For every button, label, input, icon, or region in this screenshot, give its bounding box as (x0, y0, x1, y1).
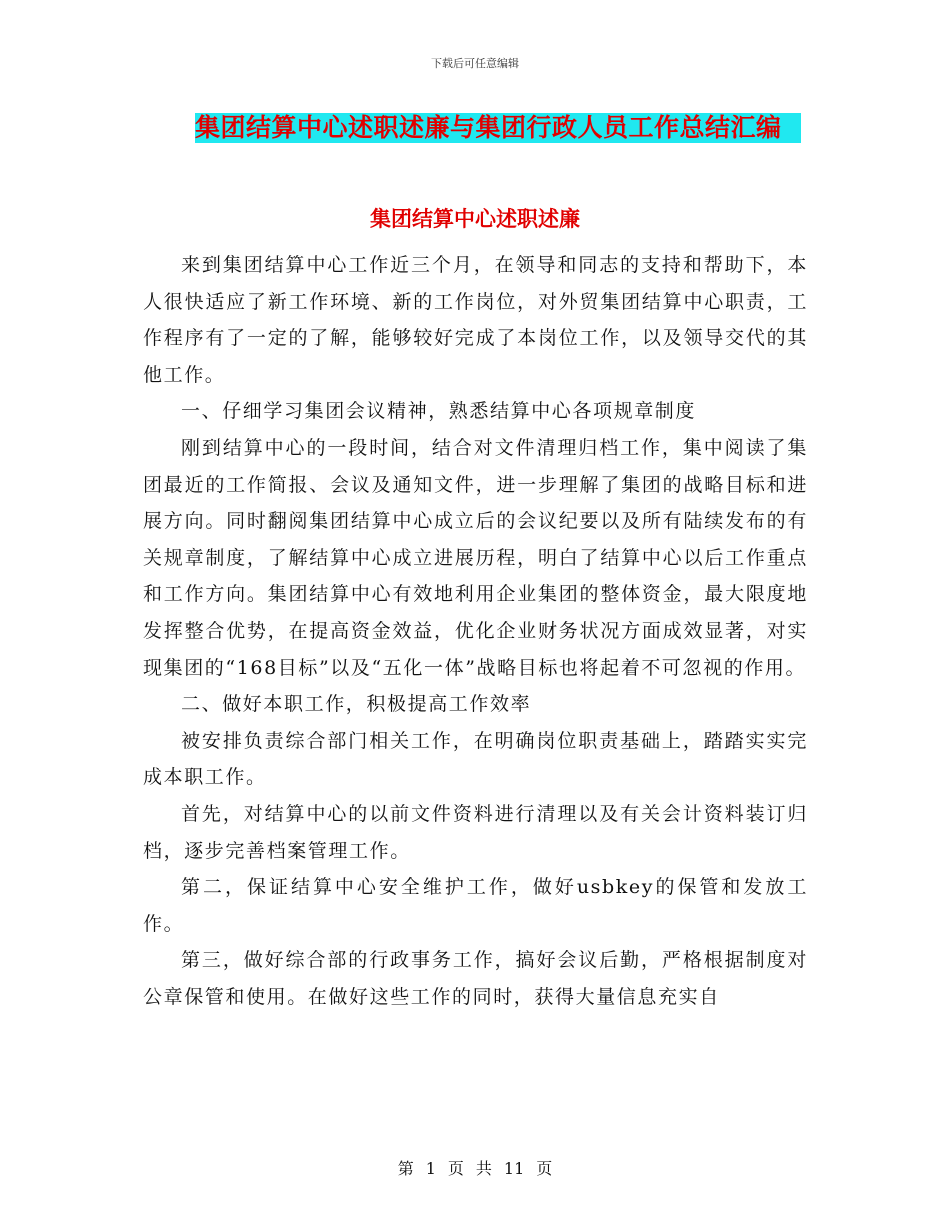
document-body (143, 247, 808, 1015)
paragraph: 首先，对结算中心的以前文件资料进行清理以及有关会计资料装订归档，逐步完善档案管理工作。 (143, 802, 808, 862)
footer-total-prefix: 共 (475, 1159, 492, 1178)
paragraph-heading: 二、做好本职工作，积极提高工作效率 (181, 693, 532, 716)
paragraph-heading: 一、仔细学习集团会议精神，熟悉结算中心各项规章制度 (181, 400, 697, 423)
page-footer (0, 1156, 950, 1179)
footer-page-unit: 页 (447, 1159, 464, 1178)
section-title: 集团结算中心述职述廉 (370, 206, 580, 231)
paragraph: 被安排负责综合部门相关工作，在明确岗位职责基础上，踏踏实实完成本职工作。 (143, 729, 808, 789)
header-note: 下载后可任意编辑 (431, 57, 519, 70)
paragraph: 来到集团结算中心工作近三个月，在领导和同志的支持和帮助下，本人很快适应了新工作环境、新的工作岗位，对外贸集团结算中心职责，工作程序有了一定的了解，能够较好完成了本岗位工作，以及领导交代的其他工作。 (143, 254, 808, 386)
footer-page-number: 1 (425, 1159, 436, 1178)
footer-prefix: 第 (397, 1159, 414, 1178)
paragraph: 第三，做好综合部的行政事务工作，搞好会议后勤，严格根据制度对公章保管和使用。在做好这些工作的同时，获得大量信息充实自 (143, 949, 808, 1008)
paragraph: 第二，保证结算中心安全维护工作，做好usbkey的保管和发放工作。 (143, 876, 808, 935)
footer-total-unit: 页 (536, 1159, 553, 1178)
footer-total-pages: 11 (503, 1159, 525, 1178)
document-title: 集团结算中心述职述廉与集团行政人员工作总结汇编 (195, 113, 801, 143)
paragraph: 刚到结算中心的一段时间，结合对文件清理归档工作，集中阅读了集团最近的工作简报、会议及通知文件，进一步理解了集团的战略目标和进展方向。同时翻阅集团结算中心成立后的会议纪要以及所有陆续发布的有关规章制度，了解结算中心成立进展历程，明白了结算中心以后工作重点和工作方向。集团结算中心有效地利用企业集团的整体资金，最大限度地发挥整合优势，在提高资金效益，优化企业财务状况方面成效显著，对实现集团的“168目标”以及“五化一体”战略目标也将起着不可忽视的作用。 (143, 436, 808, 679)
